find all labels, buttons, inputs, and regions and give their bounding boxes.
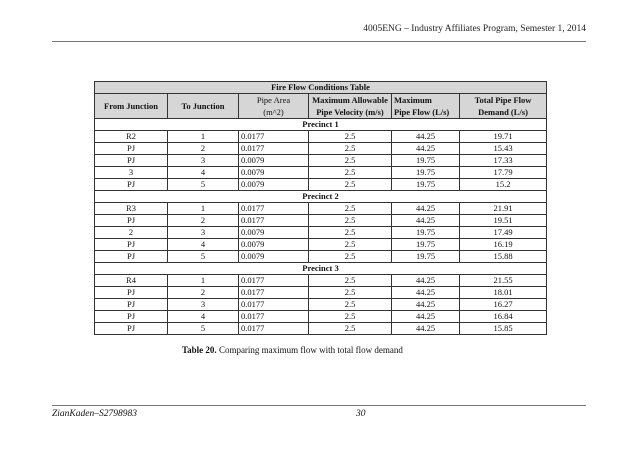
- table-cell: 44.25: [392, 215, 460, 227]
- table-cell: 2.5: [309, 287, 392, 299]
- table-cell: 44.25: [392, 299, 460, 311]
- table-cell: 2.5: [309, 239, 392, 251]
- caption-label: Table 20.: [182, 345, 217, 355]
- table-cell: 17.49: [460, 227, 547, 239]
- table-row: [95, 155, 547, 167]
- section-header-row: [95, 263, 547, 275]
- column-header-total-demand-unit: Demand (L/s): [460, 106, 547, 119]
- column-header-max-velocity-unit: Pipe Velocity (m/s): [309, 106, 392, 119]
- column-header-total-demand: Total Pipe Flow: [460, 94, 547, 107]
- table-cell: R3: [95, 203, 168, 215]
- table-row: [95, 215, 547, 227]
- table-cell: 2.5: [309, 143, 392, 155]
- column-header-max-flow-unit: Pipe Flow (L/s): [392, 106, 460, 119]
- table-cell: 19.75: [392, 227, 460, 239]
- table-cell: 3: [168, 227, 239, 239]
- table-cell: 2.5: [309, 299, 392, 311]
- running-header: 4005ENG – Industry Affiliates Program, Semester 1, 2014: [363, 24, 586, 34]
- table-cell: 3: [168, 299, 239, 311]
- table-cell: 5: [168, 323, 239, 335]
- table-cell: 2.5: [309, 131, 392, 143]
- caption-text: Comparing maximum flow with total flow demand: [216, 345, 403, 355]
- table-cell: 0.0079: [239, 167, 309, 179]
- table-row: [95, 239, 547, 251]
- table-cell: PJ: [95, 143, 168, 155]
- column-header-max-flow: Maximum: [392, 94, 460, 107]
- table-cell: 2.5: [309, 227, 392, 239]
- footer-divider: [52, 405, 586, 406]
- table-row: [95, 251, 547, 263]
- table-cell: 16.27: [460, 299, 547, 311]
- table-cell: 0.0177: [239, 287, 309, 299]
- table-cell: 2.5: [309, 275, 392, 287]
- table-cell: 0.0079: [239, 251, 309, 263]
- table-caption: [182, 345, 403, 355]
- table-cell: 0.0177: [239, 143, 309, 155]
- table-cell: 2.5: [309, 167, 392, 179]
- table-cell: 0.0177: [239, 131, 309, 143]
- table-cell: 2.5: [309, 179, 392, 191]
- section-header-row: [95, 191, 547, 203]
- table-cell: 19.75: [392, 179, 460, 191]
- table-cell: 0.0079: [239, 227, 309, 239]
- table-cell: 0.0177: [239, 299, 309, 311]
- table-cell: 19.75: [392, 251, 460, 263]
- fire-flow-table: [94, 81, 547, 335]
- table-cell: 0.0079: [239, 155, 309, 167]
- table-cell: 18.01: [460, 287, 547, 299]
- table-cell: PJ: [95, 239, 168, 251]
- table-cell: 21.55: [460, 275, 547, 287]
- table-cell: 2.5: [309, 311, 392, 323]
- table-row: [95, 179, 547, 191]
- column-header-max-velocity: Maximum Allowable: [309, 94, 392, 107]
- table-cell: 0.0177: [239, 203, 309, 215]
- table-cell: 4: [168, 311, 239, 323]
- table-cell: 44.25: [392, 275, 460, 287]
- table-cell: 2.5: [309, 323, 392, 335]
- table-cell: 2: [168, 143, 239, 155]
- table-cell: 2: [168, 287, 239, 299]
- table-cell: 19.71: [460, 131, 547, 143]
- table-cell: PJ: [95, 299, 168, 311]
- table-cell: PJ: [95, 179, 168, 191]
- table-cell: 44.25: [392, 203, 460, 215]
- column-header-pipe-area: Pipe Area: [239, 94, 309, 107]
- table-cell: 5: [168, 179, 239, 191]
- table-cell: PJ: [95, 155, 168, 167]
- table-cell: 15.88: [460, 251, 547, 263]
- table-row: [95, 299, 547, 311]
- table-row: [95, 203, 547, 215]
- table-cell: R2: [95, 131, 168, 143]
- table-cell: 15.2: [460, 179, 547, 191]
- table-title: Fire Flow Conditions Table: [95, 82, 547, 94]
- table-cell: 0.0079: [239, 179, 309, 191]
- column-header-to-junction: To Junction: [168, 94, 239, 119]
- table-cell: 2: [168, 215, 239, 227]
- table-cell: 4: [168, 239, 239, 251]
- table-row: [95, 311, 547, 323]
- table-row: [95, 227, 547, 239]
- table-cell: 44.25: [392, 131, 460, 143]
- table-cell: 19.75: [392, 155, 460, 167]
- table-cell: 44.25: [392, 323, 460, 335]
- table-cell: 19.75: [392, 167, 460, 179]
- table-cell: 4: [168, 167, 239, 179]
- table-cell: 3: [95, 167, 168, 179]
- section-title: Precinct 1: [95, 119, 547, 131]
- column-header-from-junction: From Junction: [95, 94, 168, 119]
- table-row: [95, 131, 547, 143]
- table-cell: 44.25: [392, 143, 460, 155]
- table-cell: 21.91: [460, 203, 547, 215]
- table-cell: PJ: [95, 251, 168, 263]
- table-cell: PJ: [95, 215, 168, 227]
- table-cell: PJ: [95, 323, 168, 335]
- table-cell: 2.5: [309, 251, 392, 263]
- table-cell: 5: [168, 251, 239, 263]
- column-header-pipe-area-unit: (m^2): [239, 106, 309, 119]
- table-cell: 0.0079: [239, 239, 309, 251]
- table-cell: 2.5: [309, 203, 392, 215]
- table-cell: 15.85: [460, 323, 547, 335]
- table-cell: 0.0177: [239, 311, 309, 323]
- table-cell: 2.5: [309, 215, 392, 227]
- table-cell: 0.0177: [239, 323, 309, 335]
- table-cell: 2.5: [309, 155, 392, 167]
- table-cell: 1: [168, 131, 239, 143]
- table-row: [95, 287, 547, 299]
- table-cell: 0.0177: [239, 275, 309, 287]
- table-row: [95, 167, 547, 179]
- table-cell: 0.0177: [239, 215, 309, 227]
- table-cell: 15.43: [460, 143, 547, 155]
- table-cell: 1: [168, 275, 239, 287]
- table-row: [95, 275, 547, 287]
- table-row: [95, 143, 547, 155]
- table-cell: 1: [168, 203, 239, 215]
- section-title: Precinct 2: [95, 191, 547, 203]
- table-cell: 19.75: [392, 239, 460, 251]
- table-cell: 2: [95, 227, 168, 239]
- table-cell: R4: [95, 275, 168, 287]
- footer-author: ZianKaden–S2798983: [52, 409, 137, 419]
- table-cell: 19.51: [460, 215, 547, 227]
- section-header-row: [95, 119, 547, 131]
- page-number: 30: [356, 409, 366, 419]
- table-cell: 16.84: [460, 311, 547, 323]
- table-cell: 44.25: [392, 311, 460, 323]
- table-cell: PJ: [95, 287, 168, 299]
- table-cell: 44.25: [392, 287, 460, 299]
- section-title: Precinct 3: [95, 263, 547, 275]
- table-cell: 16.19: [460, 239, 547, 251]
- table-row: [95, 323, 547, 335]
- table-cell: 17.33: [460, 155, 547, 167]
- table-cell: 17.79: [460, 167, 547, 179]
- table-cell: 3: [168, 155, 239, 167]
- table-cell: PJ: [95, 311, 168, 323]
- header-divider: [52, 41, 586, 42]
